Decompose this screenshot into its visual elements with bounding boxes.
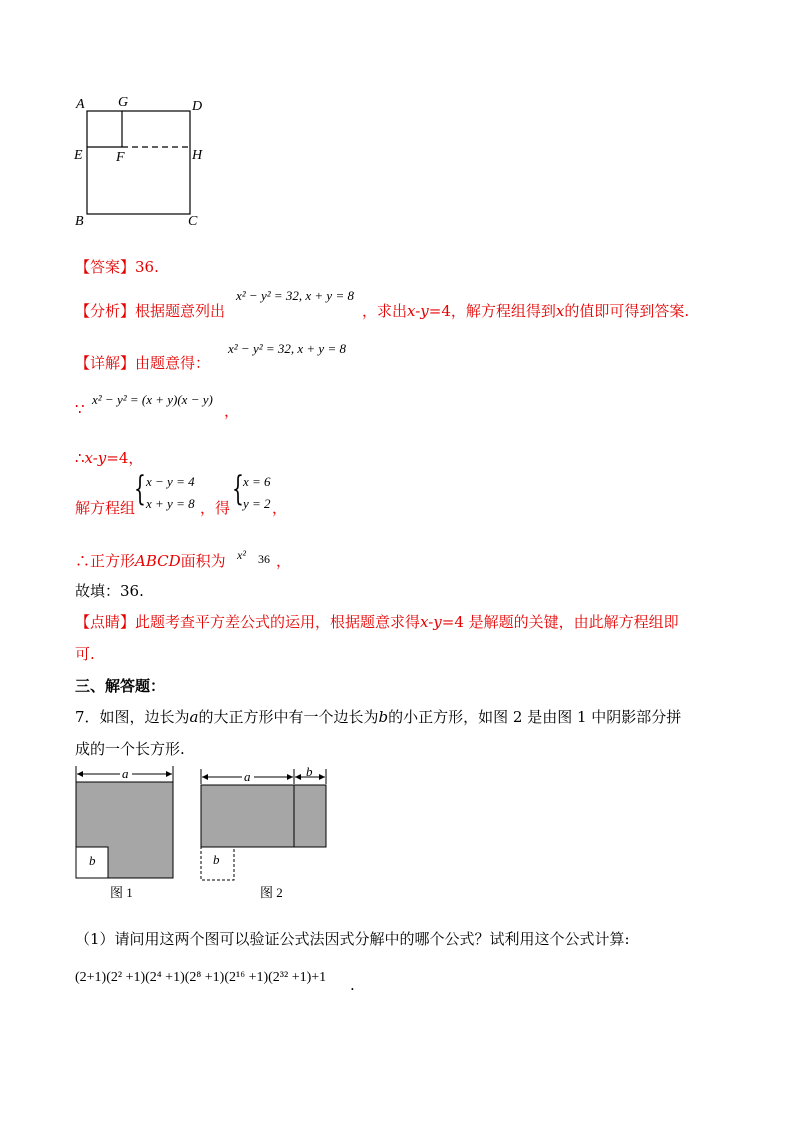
solve-text: 解方程组 [75,499,136,517]
problem7-b: b [378,708,389,726]
analysis-xy: x-y [407,302,429,320]
label-a: A [76,97,85,112]
problem7-text-1c: 的小正方形，如图 2 是由图 1 中阴影部分拼 [388,708,682,726]
detail-line [75,352,210,373]
because-formula: x² − y² = (x + y)(x − y) [92,392,213,407]
problem7-line-2: 成的一个长方形. [75,740,185,758]
therefore-line-1 [75,447,143,468]
comment-text-1a: 此题考查平方差公式的运用，根据题意求得 [135,613,421,631]
analysis-x: x [555,302,565,320]
problem7-a: a [189,708,199,726]
problem7-line-1 [75,706,681,727]
solution-x: x = 6 [243,474,271,489]
analysis-before: 根据题意列出 [135,302,226,320]
label-e: E [74,148,83,163]
therefore-symbol-2: ∴ [75,552,91,570]
because-symbol: ∵ [75,400,85,418]
figure-2 [196,764,336,904]
label-c: C [188,214,198,229]
label-g: G [118,95,129,110]
section-title: 三、解答题： [75,677,166,695]
detail-text: 由题意得： [135,354,211,372]
comment-line-2: 可. [75,645,95,663]
therefore-symbol-1: ∴ [75,449,85,467]
fig2-a-label: a [244,769,251,784]
label-b: B [75,214,84,229]
analysis-middle: ，求出 [362,302,408,320]
answer-tag: 【答案】 [75,258,136,276]
brace-left-1: { [134,469,146,509]
therefore-rest: =4， [106,449,144,467]
therefore-text-1: 正方形 [90,552,136,570]
analysis-eq4: =4，解方程组得到 [428,302,556,320]
because-comma: ， [224,402,240,420]
fig2-b-label: b [306,764,313,779]
fig2-caption: 图 2 [260,885,283,900]
analysis-tag: 【分析】 [75,302,136,320]
analysis-rest [362,300,689,321]
comment-text-1b: =4 是解题的关键，由此解方程组即 [441,613,679,631]
area-comma: ， [276,552,292,570]
figure-square-abcd [70,90,220,230]
therefore-text-2: 面积为 [180,552,226,570]
system-eq-1: x − y = 4 [146,474,195,489]
fig1-b-label: b [89,853,96,868]
detail-tag: 【详解】 [75,354,136,372]
brace-left-2: { [232,469,244,509]
therefore-abcd: ABCD [135,552,181,570]
therefore-xy: x-y [84,449,107,467]
fill-answer: 故填：36. [75,582,144,600]
analysis-after: 的值即可得到答案. [564,302,690,320]
problem7-text-1a: 7．如图，边长为 [75,708,190,726]
analysis-formula: x² − y² = 32, x + y = 8 [236,288,354,303]
figure-1 [70,764,190,904]
analysis-line [75,300,225,321]
answer-text: 36. [135,258,159,276]
question1-text: （1）请问用这两个图可以验证公式法因式分解中的哪个公式？试利用这个公式计算: [75,930,630,948]
question1-period: . [350,976,355,994]
problem7-text-1b: 的大正方形中有一个边长为 [198,708,379,726]
question1-formula: (2+1)(2² +1)(2⁴ +1)(2⁸ +1)(2¹⁶ +1)(2³² +1)+1 [75,970,327,985]
comment-line-1 [75,611,679,632]
answer-line [75,256,159,277]
solve-get: ，得 [200,499,231,517]
fig1-a-label: a [122,766,129,781]
comment-tag: 【点睛】 [75,613,136,631]
system-eq-2: x + y = 8 [146,496,195,511]
area-formula: x² [237,548,246,562]
area-value: 36 [258,552,270,566]
comment-xy: x-y [420,613,442,631]
label-h: H [192,148,203,163]
therefore-line-2 [75,550,226,571]
fig1-caption: 图 1 [110,885,133,900]
solution-y: y = 2 [243,496,271,511]
label-d: D [192,99,203,114]
detail-formula: x² − y² = 32, x + y = 8 [228,341,346,356]
fig2-b2-label: b [213,852,220,867]
label-f: F [116,150,125,165]
solve-comma: ， [272,499,288,517]
